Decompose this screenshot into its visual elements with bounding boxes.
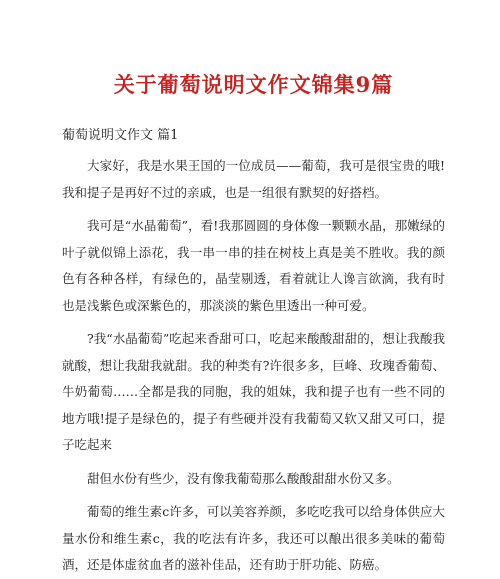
paragraph-1: 大家好，我是水果王国的一位成员——葡萄，我可是很宝贵的哦!我和提子是再好不过的亲戚，也是一组很有默契的好搭档。 bbox=[62, 158, 445, 200]
section-heading: 葡萄说明文作文 篇1 bbox=[62, 128, 179, 143]
paragraph-5: 葡萄的维生素c许多，可以美容养颜，多吃吃我可以给身体供应大量水份和维生素c，我的吃法有许多，我还可以酿出很多美味的葡萄酒，还是体虚贫血者的滋补佳品，还有助于肝功能、防癌。 bbox=[62, 504, 445, 572]
paragraph-3: ?我“水晶葡萄”吃起来香甜可口，吃起来酸酸甜甜的，想让我酸我就酸，想让我甜我就甜。我的种类有?许很多多，巨峰、玫瑰香葡萄、牛奶葡萄……全都是我的同胞，我的姐妹，我和提子也有一些不同的地方哦!提子是绿色的，提子有些硬并没有我葡萄又软又甜又可口，提子吃起来 bbox=[62, 331, 445, 452]
paragraph-4: 甜但水份有些少，没有像我葡萄那么酸酸甜甜水份又多。 bbox=[87, 470, 400, 486]
paragraph-2: 我可是“水晶葡萄”，看!我那圆圆的身体像一颗颗水晶，那嫩绿的叶子就似锦上添花，我一串一串的挂在树枝上真是美不胜收。我的颜色有各种各样，有绿色的，晶莹剔透，看着就让人谗言欲滴，我有时也是浅紫色或深紫色的，那淡淡的紫色里透出一种可爱。 bbox=[62, 218, 445, 313]
document-title: 关于葡萄说明文作文锦集9篇 bbox=[113, 72, 394, 97]
